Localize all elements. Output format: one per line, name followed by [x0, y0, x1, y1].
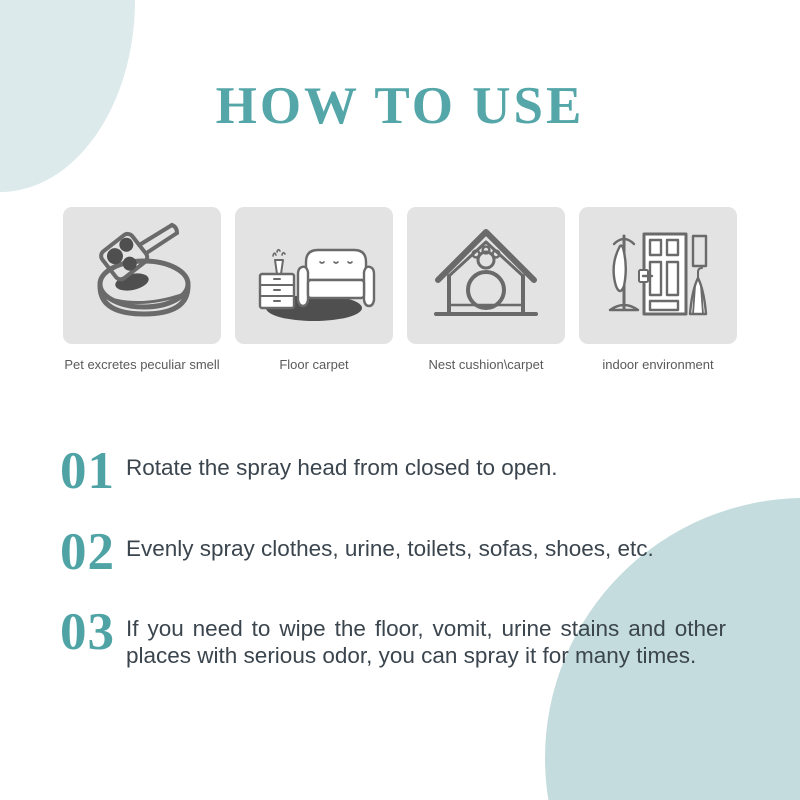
scene-floor-carpet: [235, 207, 393, 372]
scene-card: [235, 207, 393, 344]
steps-list: [60, 442, 740, 705]
scene-caption: Floor carpet: [279, 357, 349, 372]
scene-card: [407, 207, 565, 344]
scene-pet-excretes: [63, 207, 221, 372]
scene-nest-cushion: [407, 207, 565, 372]
step-number: 03: [60, 603, 115, 662]
step-2: [60, 522, 740, 581]
scene-caption: Nest cushion\carpet: [428, 357, 544, 372]
usage-scenes-row: [0, 207, 800, 372]
floor-carpet-icon: [250, 222, 378, 330]
entry-door-icon: [594, 222, 722, 330]
step-3: [60, 603, 740, 669]
litter-box-scoop-icon: [78, 222, 206, 330]
scene-card: [63, 207, 221, 344]
step-text: Rotate the spray head from closed to open.: [126, 455, 558, 480]
scene-card: [579, 207, 737, 344]
page-title: HOW TO USE: [215, 77, 585, 135]
step-text: If you need to wipe the floor, vomit, urine stains and other places with serious odor, you can spray it for many times.: [126, 616, 726, 669]
step-text: Evenly spray clothes, urine, toilets, sofas, shoes, etc.: [126, 535, 654, 561]
pet-house-icon: [422, 222, 550, 330]
scene-caption: indoor environment: [602, 357, 714, 372]
step-1: [60, 442, 740, 500]
step-number: 01: [60, 442, 115, 500]
step-number: 02: [60, 522, 115, 581]
scene-indoor-environment: [579, 207, 737, 372]
scene-caption: Pet excretes peculiar smell: [64, 357, 220, 372]
